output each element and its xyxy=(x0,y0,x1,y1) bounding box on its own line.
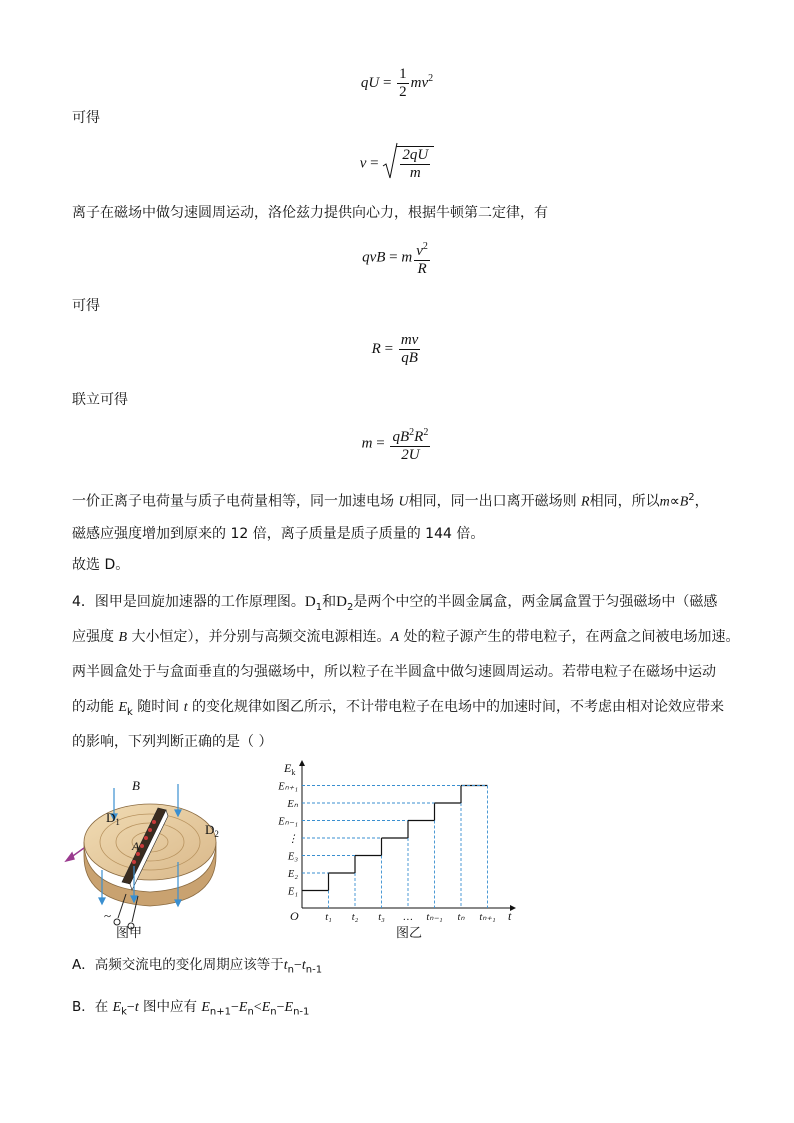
y-tick-label: E₁ xyxy=(287,886,298,898)
question4-line1: 4．图甲是回旋加速器的工作原理图。$D_1$和$D_2$是两个中空的半圆金属盒，两金属盒置于匀强磁场中（磁感 xyxy=(72,594,718,613)
text-lianli: 联立可得 xyxy=(72,392,128,408)
equation-radius: R = $\frac{mv}{qB}$ xyxy=(371,332,419,366)
label-d1: $D_1$ xyxy=(106,810,120,827)
y-tick-label: E₃ xyxy=(287,851,298,863)
exit-arrow xyxy=(66,848,84,861)
y-tick-label: E₂ xyxy=(287,869,298,880)
equation-mass: m = $\frac{qB^2R^2}{2U}$ xyxy=(361,427,429,463)
figure-cyclotron xyxy=(62,770,232,950)
x-tick-label: tₙ₋₁ xyxy=(426,912,443,922)
question4-line5: 的影响，下列判断正确的是（ ） xyxy=(72,734,273,750)
y-axis-arrow xyxy=(299,760,305,766)
equation-energy: qU = $\frac{1}{2}$ $mv^2$ xyxy=(360,66,434,100)
text-lorentz: 离子在磁场中做匀速圆周运动，洛伦兹力提供向心力，根据牛顿第二定律，有 xyxy=(72,205,548,221)
text-kede-1: 可得 xyxy=(72,110,100,126)
y-tick-label: Eₙ₋₁ xyxy=(278,816,298,828)
question4-line3: 两半圆盒处于与盒面垂直的匀强磁场中，所以粒子在半圆盒中做匀速圆周运动。若带电粒子在磁场中运动 xyxy=(72,664,716,680)
y-axis-label: $E_k$ xyxy=(284,761,296,777)
question4-line2: 应强度 B 大小恒定），并分别与高频交流电源相连。A 处的粒子源产生的带电粒子，在两盒之间被电场加速。 xyxy=(72,629,740,645)
x-tick-label: tₙ xyxy=(457,912,465,922)
y-tick-label: Eₙ xyxy=(287,799,298,810)
label-b: B xyxy=(132,778,140,793)
option-b[interactable]: B．在 $E_k-t$ 图中应有 $E_{n+1}-E_n<E_n-E_{n-1}$ xyxy=(72,999,310,1018)
caption-yi: 图乙 xyxy=(396,926,423,941)
label-a: A xyxy=(132,839,140,853)
equation-velocity: v = $\frac{2qU}{m}$ xyxy=(0,146,794,182)
equation-newton: qvB = m $\frac{v^2}{R}$ xyxy=(362,241,428,277)
origin-label: O xyxy=(290,909,299,922)
sqrt-sign xyxy=(382,142,398,182)
question4-line4: 的动能 $E_k$ 随时间 t 的变化规律如图乙所示，不计带电粒子在电场中的加速时间，不考虑由相对论效应带来 xyxy=(72,699,725,718)
chart-energy-vs-time xyxy=(270,756,520,922)
answer-line: 故选 D。 xyxy=(72,557,130,573)
y-tick-label: Eₙ₊₁ xyxy=(278,781,298,793)
paragraph-conclusion-line1: 一价正离子电荷量与质子电荷量相等，同一加速电场 U相同，同一出口离开磁场则 R相同，所以$m\propto B^2$， xyxy=(72,492,709,510)
y-tick-label: ⋮ xyxy=(287,834,298,845)
x-tick-label: t₁ xyxy=(325,912,332,922)
x-tick-label: … xyxy=(403,912,413,922)
x-axis-label: t xyxy=(508,909,512,922)
option-a[interactable]: A．高频交流电的变化周期应该等于$t_n-t_{n-1}$ xyxy=(72,957,323,976)
paragraph-conclusion-line2: 磁感应强度增加到原来的 12 倍，离子质量是质子质量的 144 倍。 xyxy=(72,526,485,542)
caption-jia: 图甲 xyxy=(116,926,143,941)
label-d2: $D_2$ xyxy=(205,822,219,839)
text-kede-2: 可得 xyxy=(72,298,100,314)
x-tick-label: t₂ xyxy=(351,912,359,922)
x-tick-label: tₙ₊₁ xyxy=(479,912,496,922)
label-ac: ~ xyxy=(104,908,112,923)
x-tick-label: t₃ xyxy=(378,912,385,922)
